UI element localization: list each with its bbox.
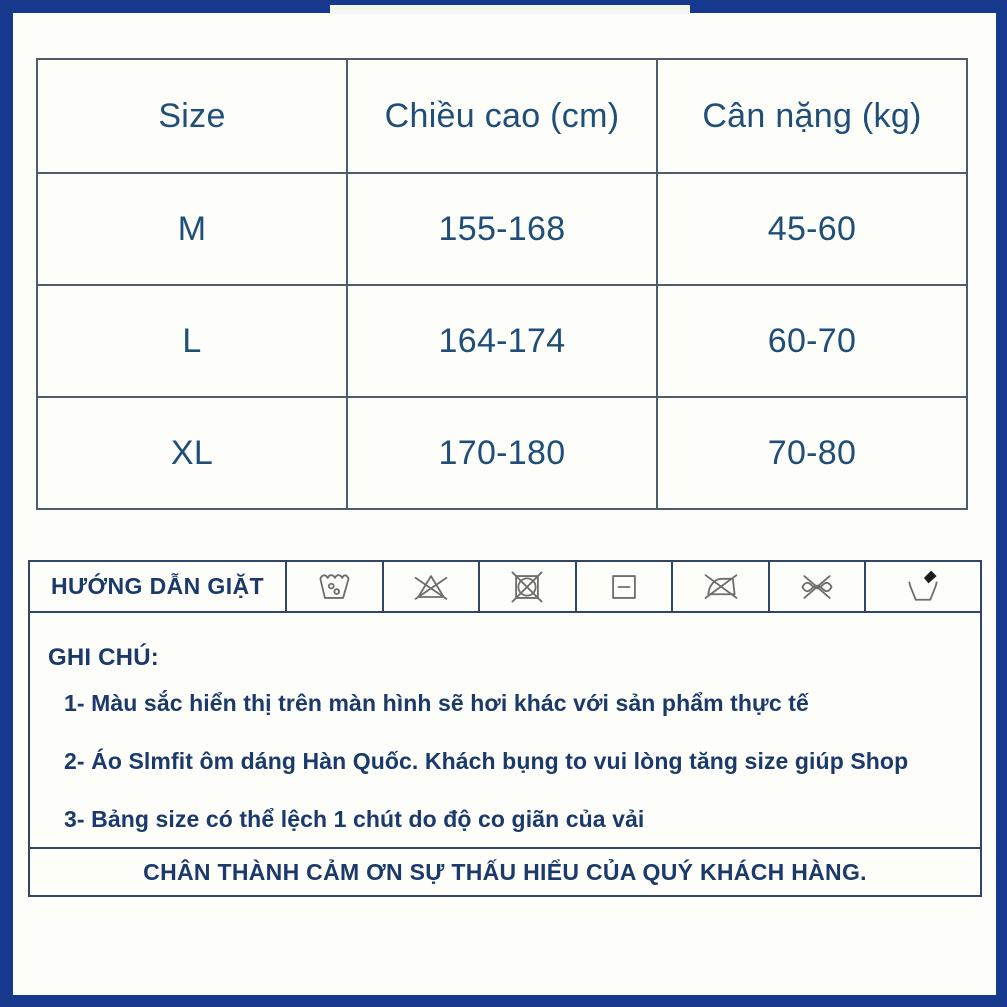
size-value: M (37, 173, 347, 285)
note-item-2: 2- Áo Slmfit ôm dáng Hàn Quốc. Khách bụng to vui lòng tăng size giúp Shop (64, 748, 909, 774)
weight-value: 60-70 (657, 285, 967, 397)
table-row (37, 173, 967, 285)
thanks-message: CHÂN THÀNH CẢM ƠN SỰ THẤU HIỂU CỦA QUÝ KHÁCH HÀNG. (143, 858, 867, 885)
weight-value: 45-60 (657, 173, 967, 285)
care-icon-cell (770, 562, 867, 611)
care-notes-box (28, 560, 982, 897)
height-value: 170-180 (347, 397, 657, 509)
care-icon-cell (673, 562, 770, 611)
size-chart-table (36, 58, 968, 510)
size-table-header-row (37, 59, 967, 173)
size-column-header: Size (37, 59, 347, 173)
care-icon-cell (577, 562, 674, 611)
size-value: XL (37, 397, 347, 509)
washing-instructions-label: HƯỚNG DẪN GIẶT (51, 573, 264, 599)
size-value: L (37, 285, 347, 397)
height-column-header: Chiều cao (cm) (347, 59, 657, 173)
table-row (37, 285, 967, 397)
do-not-iron-icon (701, 567, 741, 607)
washing-instructions-label-cell (30, 562, 287, 611)
note-item-3: 3- Bảng size có thể lệch 1 chút do độ co giãn của vải (64, 806, 645, 832)
do-not-tumble-dry-icon (507, 567, 547, 607)
hand-wash-icon (903, 567, 943, 607)
height-value: 164-174 (347, 285, 657, 397)
dry-flat-icon (604, 567, 644, 607)
note-item-1: 1- Màu sắc hiển thị trên màn hình sẽ hơi khác với sản phẩm thực tế (64, 690, 809, 716)
care-icon-cell (287, 562, 384, 611)
care-icon-cell (480, 562, 577, 611)
gentle-wash-icon (314, 567, 354, 607)
washing-instructions-row (30, 562, 980, 613)
table-row (37, 397, 967, 509)
weight-column-header: Cân nặng (kg) (657, 59, 967, 173)
do-not-bleach-icon (411, 567, 451, 607)
frame-top-notch (330, 5, 690, 14)
do-not-wring-icon (797, 567, 837, 607)
notes-heading: GHI CHÚ: (48, 644, 159, 671)
height-value: 155-168 (347, 173, 657, 285)
care-icon-cell (384, 562, 481, 611)
care-icon-cell (866, 562, 980, 611)
weight-value: 70-80 (657, 397, 967, 509)
thanks-row (30, 847, 980, 895)
